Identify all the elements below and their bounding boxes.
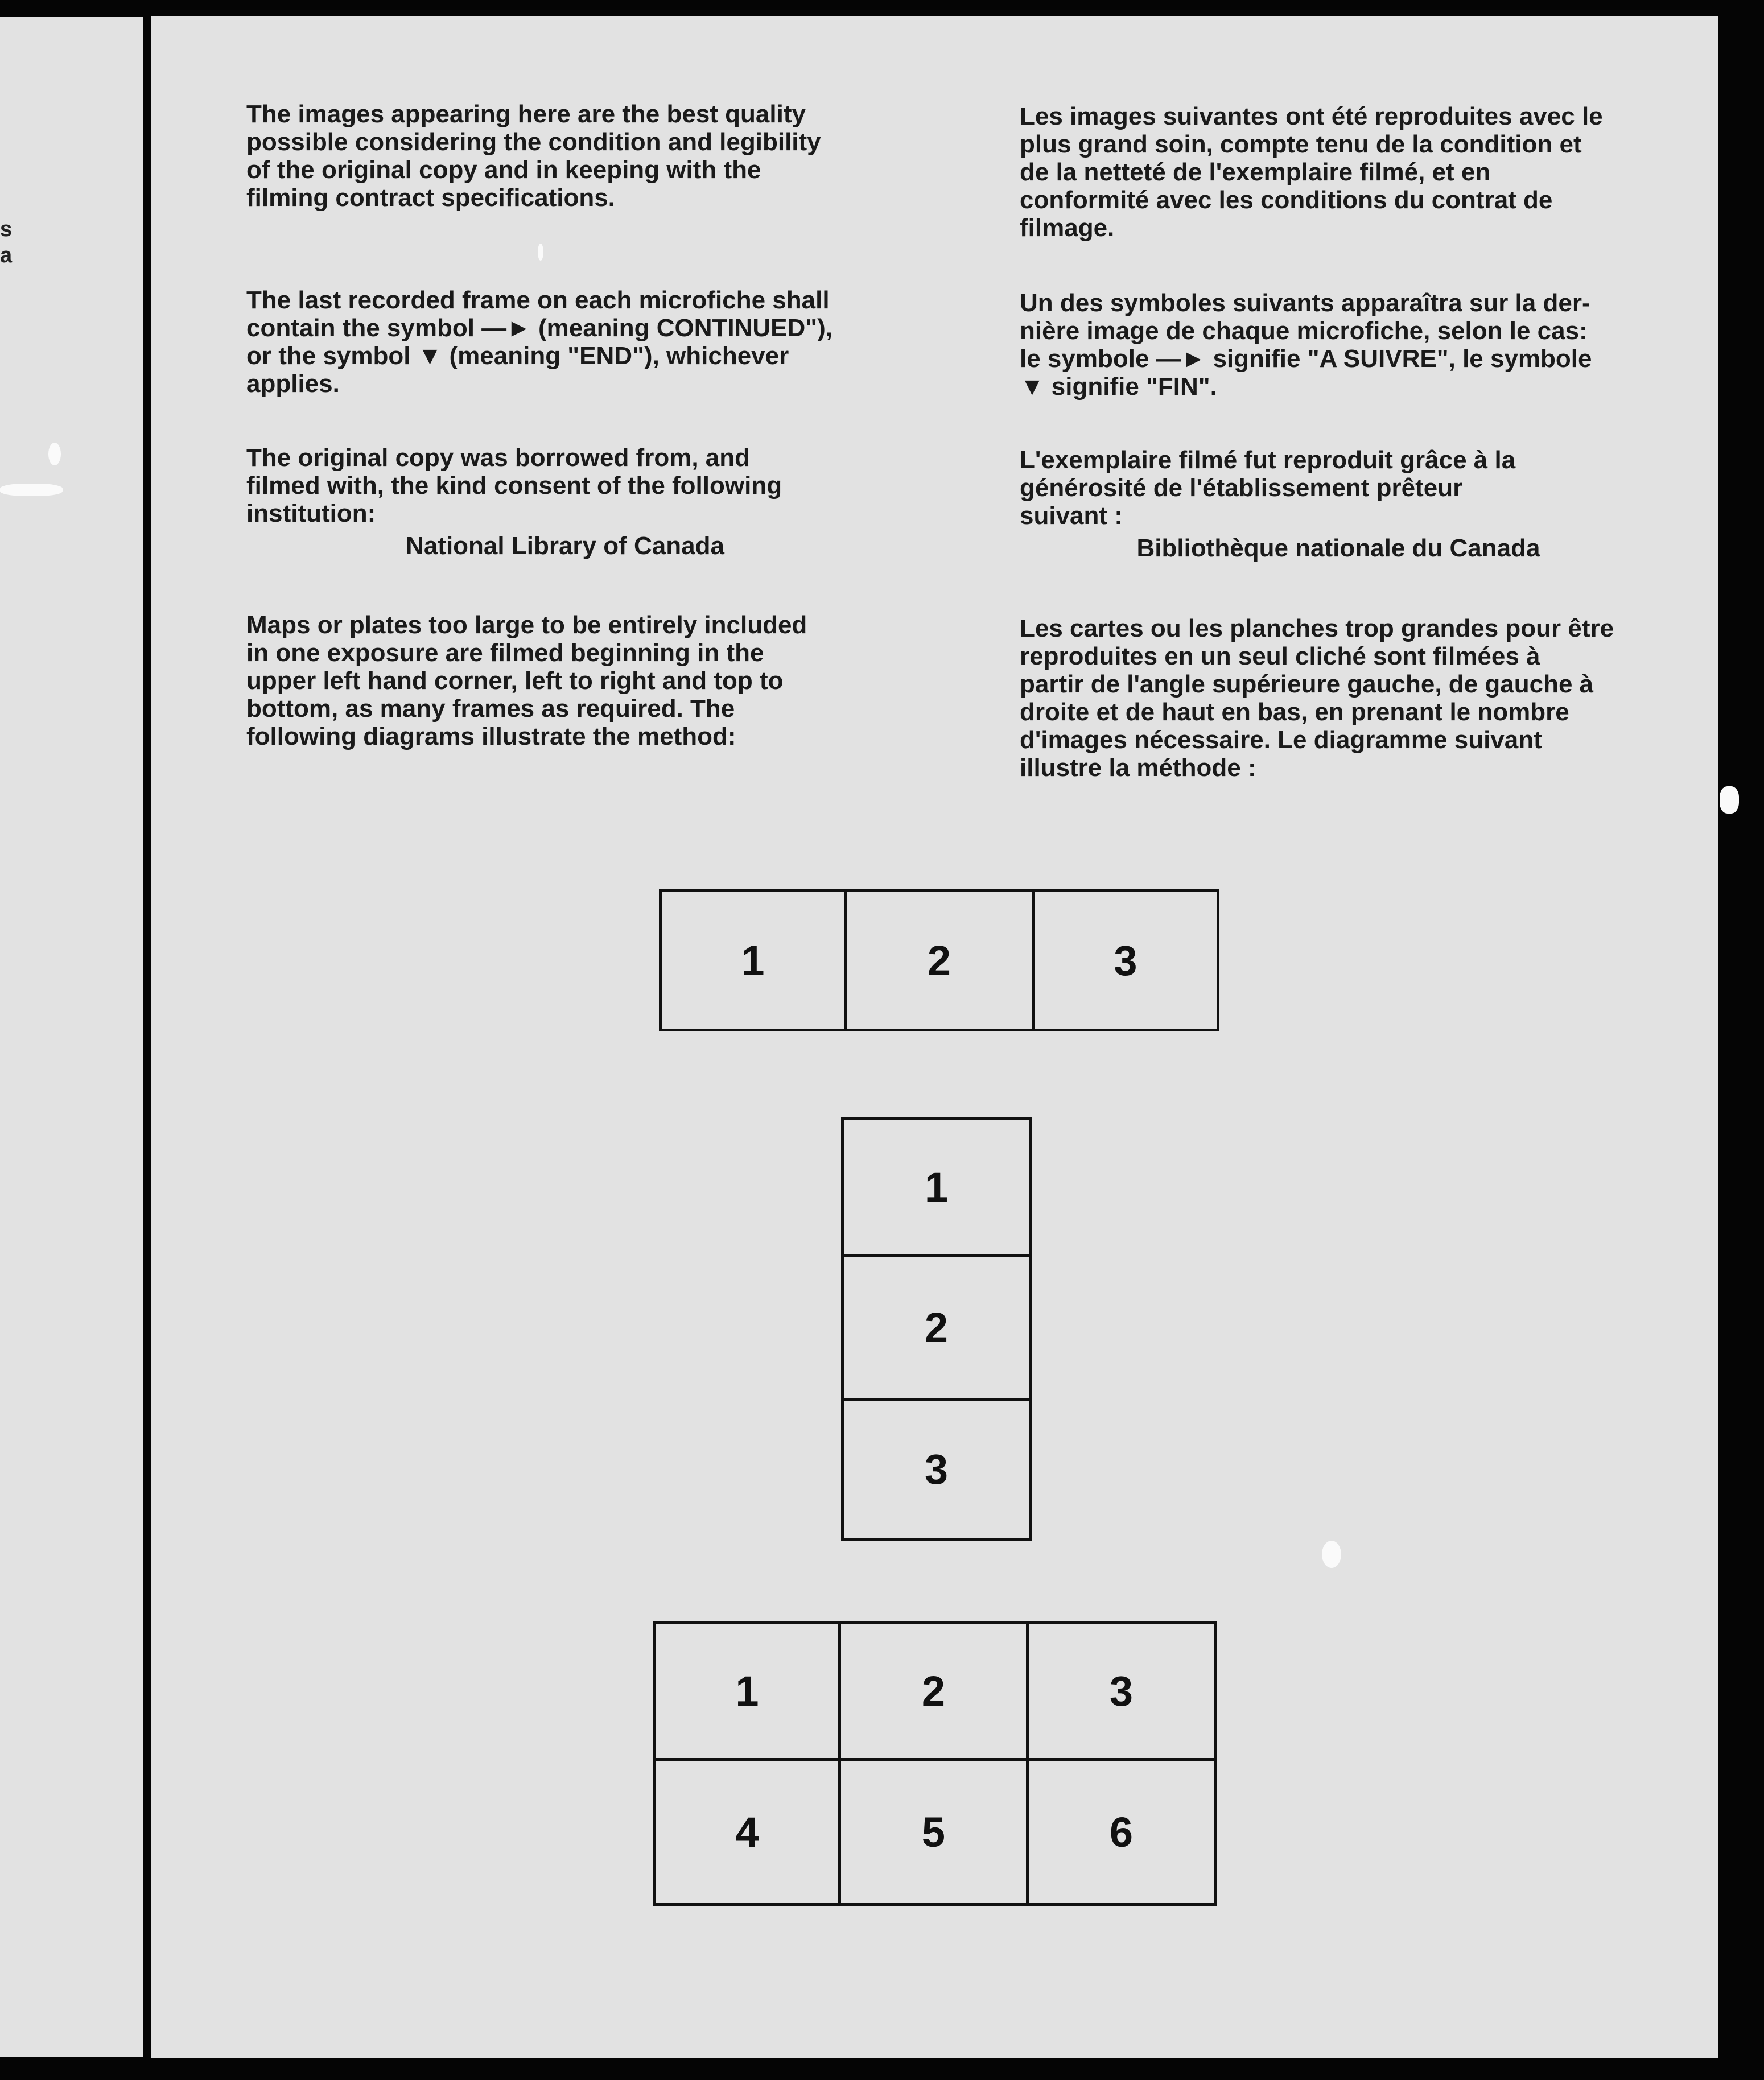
frame-cell: 6 <box>1026 1758 1217 1906</box>
frame-cell: 3 <box>1032 889 1219 1031</box>
frame-cell: 3 <box>1026 1621 1217 1761</box>
film-speck <box>48 443 61 465</box>
frame-cell: 1 <box>659 889 847 1031</box>
english-institution-paragraph: The original copy was borrowed from, and filmed with, the kind consent of the following institution: <box>246 444 782 527</box>
adjacent-frame-strip <box>0 17 143 2057</box>
english-institution-block <box>246 444 884 560</box>
frame-cell: 2 <box>841 1254 1032 1401</box>
english-quality-paragraph: The images appearing here are the best quality possible considering the condition and legibility of the original copy and in keeping with the filming contract specifications. <box>246 100 821 212</box>
end-triangle-icon: ▼ <box>1020 373 1045 401</box>
film-speck <box>538 244 543 261</box>
film-speck <box>1322 1541 1341 1568</box>
frame-cell: 3 <box>841 1398 1032 1541</box>
french-symbols-text: Un des symboles suivants apparaîtra sur la der- nière image de chaque microfiche, selon le cas: le symbole <box>1020 289 1590 373</box>
french-institution-paragraph: L'exemplaire filmé fut reproduit grâce à la générosité de l'établissement prêteur suivant : <box>1020 446 1516 530</box>
continued-arrow-icon: —► <box>1156 345 1206 373</box>
cropped-letter: a <box>0 244 13 267</box>
film-speck <box>0 484 63 496</box>
frame-cell: 2 <box>838 1621 1029 1761</box>
microfiche-target-page <box>151 16 1718 2058</box>
frame-cell: 1 <box>653 1621 841 1761</box>
vertical-frames-diagram <box>841 1117 1032 1541</box>
frame-cell: 1 <box>841 1117 1032 1257</box>
french-institution-name: Bibliothèque nationale du Canada <box>1136 534 1540 562</box>
cropped-letter: s <box>0 217 13 241</box>
frame-cell: 4 <box>653 1758 841 1906</box>
film-speck <box>1720 786 1739 814</box>
french-symbols-text: signifie "A SUIVRE", le symbole <box>1213 345 1592 373</box>
french-institution-block <box>1020 446 1657 562</box>
english-symbols-paragraph <box>246 286 884 398</box>
english-symbols-text: (meaning CONTINUED"), or the symbol <box>246 314 833 370</box>
french-quality-paragraph: Les images suivantes ont été reproduites avec le plus grand soin, compte tenu de la condition et de la netteté de l'exemplaire filmé, et en conformité avec les conditions du contrat de filmage. <box>1020 102 1603 242</box>
english-maps-paragraph: Maps or plates too large to be entirely included in one exposure are filmed beginning in the upper left hand corner, left to right and top to bottom, as many frames as required. The following diagrams illustrate the method: <box>246 611 807 750</box>
horizontal-frames-diagram <box>659 889 1219 1031</box>
english-institution-name: National Library of Canada <box>406 532 724 560</box>
french-symbols-text: signifie "FIN". <box>1044 373 1217 401</box>
frame-cell: 5 <box>838 1758 1029 1906</box>
frame-cell: 2 <box>844 889 1035 1031</box>
continued-arrow-icon: —► <box>481 314 531 342</box>
english-symbols-text: The last recorded frame on each microfiche shall contain the symbol <box>246 286 830 342</box>
english-symbols-text: (meaning "END"), whichever applies. <box>246 342 789 398</box>
end-triangle-icon: ▼ <box>417 342 443 370</box>
french-maps-paragraph: Les cartes ou les planches trop grandes pour être reproduites en un seul cliché sont filmées à partir de l'angle supérieure gauche, de gauche à droite et de haut en bas, en prenant le nombre d'images nécessaire. Le diagramme suivant illustre la méthode : <box>1020 614 1614 782</box>
french-symbols-paragraph <box>1020 289 1657 401</box>
grid-frames-diagram <box>653 1621 1217 1906</box>
